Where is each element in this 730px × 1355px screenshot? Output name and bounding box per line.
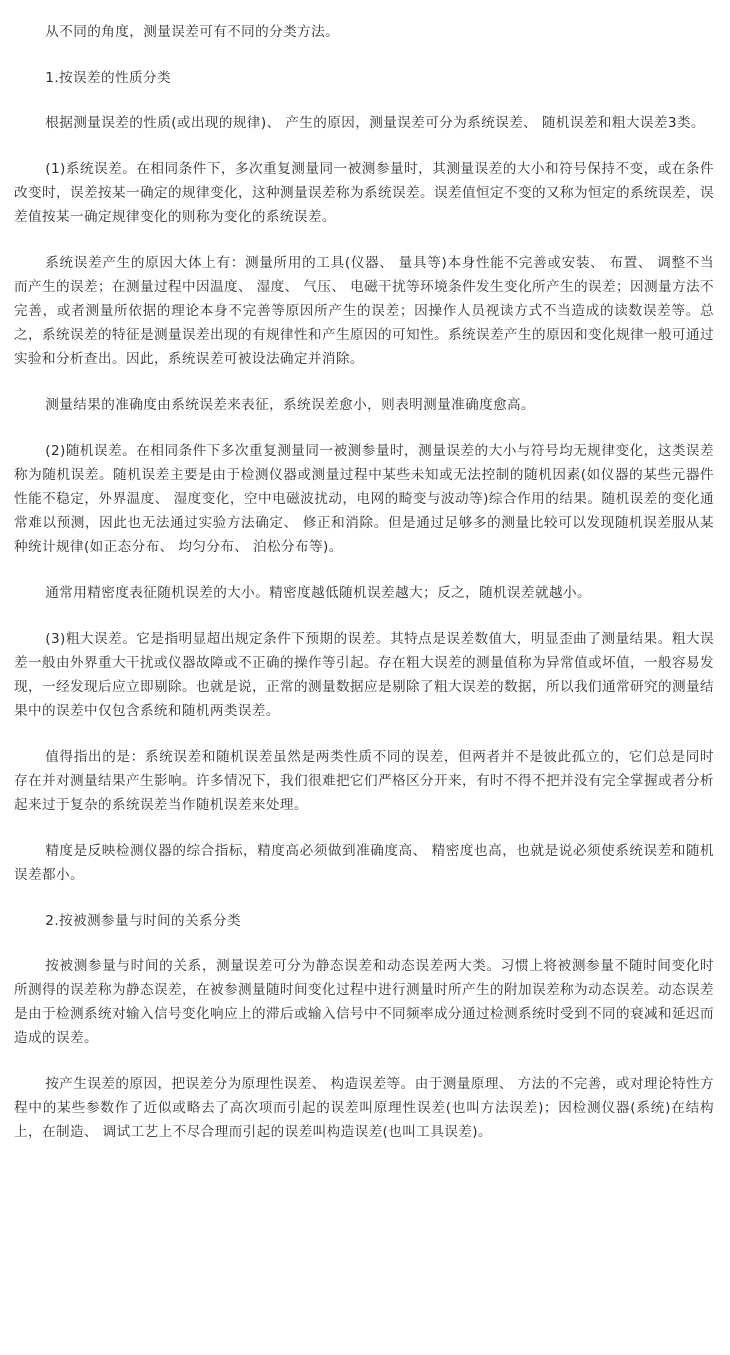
paragraph-random-error: (2)随机误差。在相同条件下多次重复测量同一被测参量时，测量误差的大小与符号均无规律变化，这类误差称为随机误差。随机误差主要是由于检测仪器或测量过程中某些未知或无法控制的随机因素(如仪器的某些元器件性能不稳定，外界温度、 湿度变化，空中电磁波扰动，电网的畸变与波动等)综合作用的结果。随机误差的变化通常难以预测，因此也无法通过实验方法确定、 修正和消除。但是通过足够多的测量比较可以发现随机误差服从某种统计规律(如正态分布、 均匀分布、 泊松分布等)。	[14, 443, 714, 555]
article-body	[14, 20, 714, 1166]
paragraph-nature-overview: 根据测量误差的性质(或出现的规律)、 产生的原因，测量误差可分为系统误差、 随机误差和粗大误差3类。	[45, 115, 705, 131]
paragraph-overall-precision: 精度是反映检测仪器的综合指标，精度高必须做到准确度高、 精密度也高，也就是说必须使系统误差和随机误差都小。	[14, 843, 714, 883]
paragraph-cause-classification: 按产生误差的原因，把误差分为原理性误差、 构造误差等。由于测量原理、 方法的不完善，或对理论特性方程中的某些参数作了近似或略去了高次项而引起的误差叫原理性误差(也叫方法误差)；因检测仪器(系统)在结构上，在制造、 调试工艺上不尽合理而引起的误差叫构造误差(也叫工具误差)。	[14, 1076, 714, 1140]
section-heading-time: 2.按被测参量与时间的关系分类	[45, 913, 241, 929]
paragraph-accuracy: 测量结果的准确度由系统误差来表征，系统误差愈小，则表明测量准确度愈高。	[45, 397, 536, 413]
paragraph-systematic-error: (1)系统误差。在相同条件下，多次重复测量同一被测参量时，其测量误差的大小和符号保持不变，或在条件改变时，误差按某一确定的规律变化，这种测量误差称为系统误差。误差值恒定不变的又称为恒定的系统误差，误差值按某一确定规律变化的则称为变化的系统误差。	[14, 161, 714, 225]
paragraph-note: 值得指出的是：系统误差和随机误差虽然是两类性质不同的误差，但两者并不是彼此孤立的，它们总是同时存在并对测量结果产生影响。许多情况下，我们很难把它们严格区分开来，有时不得不把并没有完全掌握或者分析起来过于复杂的系统误差当作随机误差来处理。	[14, 749, 714, 813]
section-heading-nature: 1.按误差的性质分类	[45, 70, 171, 86]
paragraph-static-dynamic: 按被测参量与时间的关系，测量误差可分为静态误差和动态误差两大类。习惯上将被测参量不随时间变化时所测得的误差称为静态误差，在被参测量随时间变化过程中进行测量时所产生的附加误差称为动态误差。动态误差是由于检测系统对输入信号变化响应上的滞后或输入信号中不同频率成分通过检测系统时受到不同的衰减和延迟而造成的误差。	[14, 958, 714, 1046]
paragraph-precision: 通常用精密度表征随机误差的大小。精密度越低随机误差越大；反之，随机误差就越小。	[45, 585, 592, 601]
paragraph-gross-error: (3)粗大误差。它是指明显超出规定条件下预期的误差。其特点是误差数值大，明显歪曲了测量结果。粗大误差一般由外界重大干扰或仪器故障或不正确的操作等引起。存在粗大误差的测量值称为异常值或坏值，一般容易发现，一经发现后应立即剔除。也就是说，正常的测量数据应是剔除了粗大误差的数据，所以我们通常研究的测量结果中的误差中仅包含系统和随机两类误差。	[14, 631, 714, 719]
paragraph-systematic-causes: 系统误差产生的原因大体上有：测量所用的工具(仪器、 量具等)本身性能不完善或安装、 布置、 调整不当而产生的误差；在测量过程中因温度、 湿度、 气压、 电磁干扰等环境条件发生变化所产生的误差；因测量方法不完善，或者测量所依据的理论本身不完善等原因所产生的误差；因操作人员视读方式不当造成的读数误差等。总之，系统误差的特征是测量误差出现的有规律性和产生原因的可知性。系统误差产生的原因和变化规律一般可通过实验和分析查出。因此，系统误差可被设法确定并消除。	[14, 255, 714, 367]
intro-paragraph: 从不同的角度，测量误差可有不同的分类方法。	[45, 24, 340, 40]
